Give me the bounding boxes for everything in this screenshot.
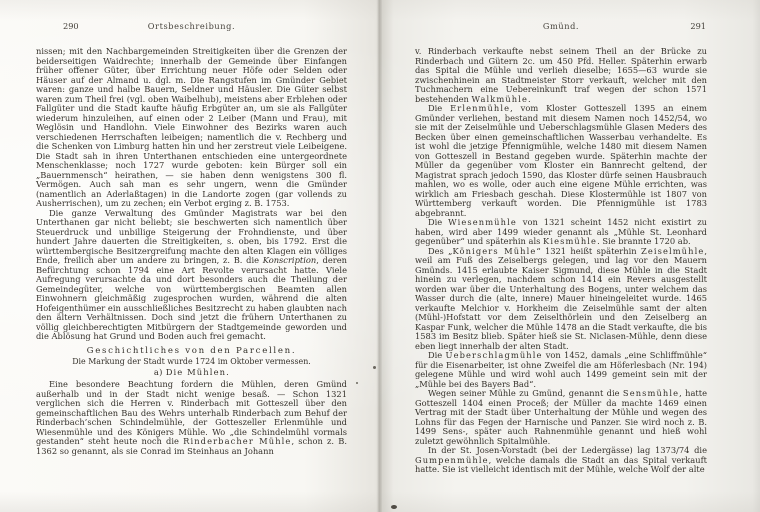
paragraph: Die Erlenmühle, vom Kloster Gotteszell 1395 an einem Gmünder verliehen, bestand mit diesem Namen noch 1452/54, wo sie mit der Zeiselmühle und Ueberschlagsmühle Glasen Meders des Becken über einen gemeinschaftlichen Wasserbau verhandelte. Es ist wohl die jetzige Pfennigmühle, welche 1480 mit diesem Namen von Gotteszell in Bestand gegeben wurde. Späterhin machte der Müller da gegenüber vom Kloster ein Bannrecht geltend, der Magistrat sprach jedoch 1590, das Kloster dürfe seinen Hausbrauch mahlen, wo es wolle, oder auch eine eigene Mühle errichten, was wirklich am Friesbach geschah. Diese Klostermühle ist 1807 von Württemberg verkauft worden. Die Pfennigmühle ist 1783 abgebrannt. <box>415 103 707 218</box>
right-page-header <box>415 21 707 32</box>
scan-speck <box>391 505 397 509</box>
scan-speck <box>373 366 376 369</box>
paragraph: Wegen seiner Mühle zu Gmünd, genannt die Sensmühle, hatte Gotteszell 1404 einen Proceß; der Müller da machte 1469 einen Vertrag mit der Stadt über Unterhaltung der Mühle und wegen des Lohns für das Fegen der Harnische und Panzer. Sie wird noch z. B. 1499 Sens-, später auch Rahnenmühle genannt und hieß wohl zuletzt gewöhnlich Spitalmühle. <box>415 388 707 446</box>
page-gutter-shadow <box>377 0 382 512</box>
paragraph: In der St. Josen-Vorstadt (bei der Ledergässe) lag 1373/74 die Gumpenmühle, welche damals die Stadt an das Spital verkauft hatte. Sie ist vielleicht identisch mit der Mühle, welche Wolf der alte <box>415 445 707 474</box>
paragraph: nissen; mit den Nachbargemeinden Streitigkeiten über die Grenzen der beiderseitigen Waidrechte; innerhalb der Gemeinde über Einfangen früher offener Güter, über Errichtung neuer Höfe oder Selden oder Häuser auf der Almand u. dgl. m. Die Rangstufen im Gmünder Gebiet waren: ganze und halbe Bauern, Seldner und Häusler. Die Güter selbst waren zum Theil frei (vgl. oben Waibelhub), meistens aber Erblehen oder Fallgüter und die Stadt kaufte häufig Erbgüter an, um sie als Fallgüter wiederum hinzuleihen, auf einen oder 2 Leiber (Mann und Frau), mit Weglösin und Handlohn. Viele Einwohner des Bezirks waren auch verschiedenen Herrschaften leibeigen; namentlich die v. Rechberg und die Schenken von Limburg hatten hin und her zerstreut viele Leibeigene. Die Stadt sah in ihren Unterthanen entschieden eine untergeordnete Menschenklasse; noch 1727 wurde geboten: kein Bürger soll ein „Bauernmensch“ heirathen, — sie haben denn wenigstens 300 fl. Vermögen. Auch sah man es sehr ungern, wenn die Gmünder (namentlich an Aderlaßtagen) in die Landorte zogen (gar vollends zu Ausherrischen), um zu zechen; ein Verbot erging z. B. 1753. <box>36 46 347 208</box>
paragraph: Die Wiesenmühle von 1321 scheint 1452 nicht existirt zu haben, wird aber 1499 wieder genannt als „Mühle St. Leonhard gegenüber“ und späterhin als Kiesmühle. Sie brannte 1720 ab. <box>415 217 707 246</box>
paragraph: Eine besondere Beachtung fordern die Mühlen, deren Gmünd außerhalb und in der Stadt nicht wenige besaß. — Schon 1321 verglichen sich die Herren v. Rinderbach mit Gotteszell über den gemeinschaftlichen Bau des Wehrs unterhalb Rinderbach zum Behuf der Rinderbach’schen Schindelmühle, der Gotteszeller Erlenmühle und Wiesenmühle und des Königers Mühle. Wo „die Schindelmühl vormals gestanden“ steht heute noch die Rinderbacher Mühle, schon z. B. 1362 so genannt, als sie Conrad im Steinhaus an Johann <box>36 379 347 456</box>
left-page-body <box>36 47 347 456</box>
paragraph: Die Ueberschlagmühle von 1452, damals „eine Schliffmühle“ für die Eisenarbeiter, ist ohne Zweifel die am Höferlesbach (Nr. 194) gelegene Mühle und wird wohl auch 1499 gemeint sein mit der „Mühle bei des Bayers Bad“. <box>415 350 707 389</box>
right-page-number: 291 <box>690 21 706 31</box>
left-running-header: Ortsbeschreibung. <box>147 21 236 31</box>
right-page-body <box>415 47 707 475</box>
left-page-number: 290 <box>63 21 79 31</box>
scan-speck <box>356 382 358 384</box>
section-subline: Die Markung der Stadt wurde 1724 im Oktober vermessen. <box>72 357 311 366</box>
paragraph: v. Rinderbach verkaufte nebst seinem Theil an der Brücke zu Rinderbach und Gütern 2c. um 450 Pfd. Heller. Späterhin erwarb das Spital die Mühle und verlieh dieselbe; 1655—63 wurde sie zwischenhinein an Stadtmeister Storr verkauft, welcher mit den Tuchmachern eine Uebereinkunft traf wegen der schon 1571 bestehenden Walkmühle. <box>415 46 707 104</box>
right-running-header: Gmünd. <box>542 21 580 31</box>
left-page-header <box>36 21 347 32</box>
left-page <box>36 21 347 456</box>
paragraph: Des „Königers Mühle“ 1321 heißt späterhin Zeiselmühle, weil am Fuß des Zeiselbergs gelegen, und lag vor den Mauern Gmünds. 1415 erlaubte Kaiser Sigmund, diese Mühle in die Stadt hinein zu verlegen, nachdem schon 1414 ein Revers ausgestellt worden war über die Unterhaltung des Bogens, unter welchem das Wasser durch die (alte, innere) Mauer hineingeleitet wurde. 1465 verkaufte Melchior v. Horkheim die Zeiselmühle samt der alten (Mühl-)Hofstatt vor dem Zeiselthörlein und den Zeiselberg an Kaspar Funk, welcher die Mühle 1478 an die Stadt verkaufte, die bis 1583 im Besitz blieb. Später hieß sie St. Niclasen-Mühle, denn diese eben liegt innerhalb der alten Stadt. <box>415 245 707 351</box>
section-heading: Geschichtliches von den Parcellen. <box>86 345 297 356</box>
right-page <box>415 21 707 475</box>
section-subheading: a) Die Mühlen. <box>153 366 230 377</box>
paragraph: Die ganze Verwaltung des Gmünder Magistrats war bei den Unterthanen gar nicht beliebt; sie beschwerten sich namentlich über Steuerdruck und unbillige Steigerung der Frohndienste, und über hundert Jahre dauerten die Streitigkeiten, s. oben, bis 1792. Erst die württembergische Besitzergreifung machte den alten Klagen ein völliges Ende, freilich aber um andere zu bringen, z. B. die Konscription, deren Befürchtung schon 1794 eine Art Revolte verursacht hatte. Viele Aufregung verursachte da und dort besonders auch die Theilung der Gemeindegüter, welche von württembergischen Beamten allen Einwohnern gleichmäßig zugesprochen wurden, während die alten Hofeigenthümer ein ausschließliches Besitzrecht zu haben glaubten nach den ältern Verhältnissen. Doch sind jetzt die frühern Unterthanen zu völlig gleichberechtigten Mitbürgern der Stadtgemeinde geworden und die Ablösung hat Grund und Boden auch frei gemacht. <box>36 207 347 341</box>
